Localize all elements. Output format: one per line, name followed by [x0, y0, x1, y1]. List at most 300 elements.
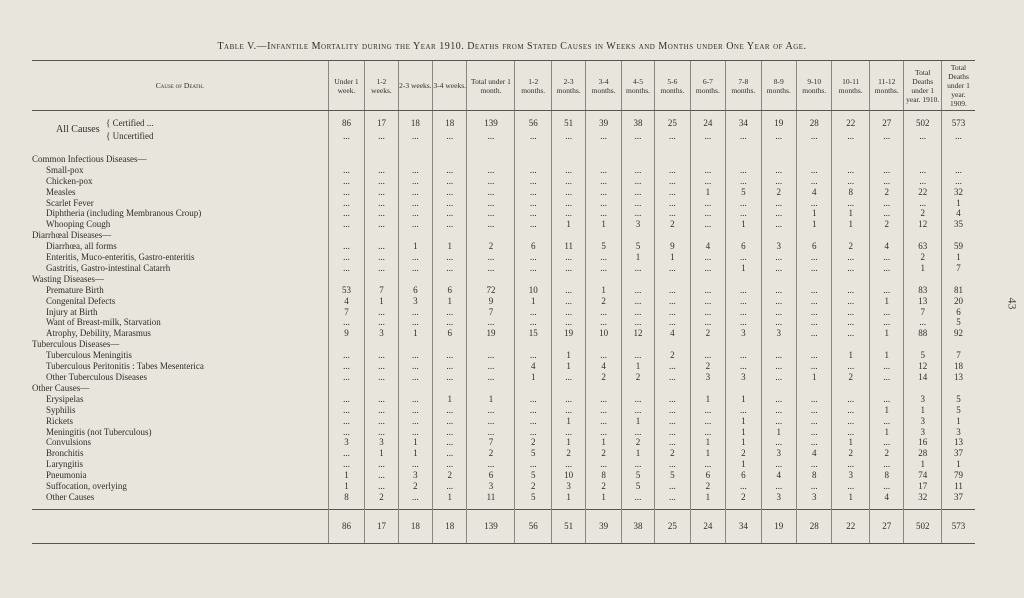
table-cell: ... — [726, 481, 761, 492]
table-row — [32, 350, 975, 361]
table-cell — [433, 143, 467, 154]
table-cell — [690, 143, 725, 154]
table-cell: 2 — [621, 372, 654, 383]
table-cell: ... — [832, 394, 870, 405]
table-cell: 6 — [797, 241, 832, 252]
table-cell: ... — [797, 198, 832, 209]
table-cell — [515, 143, 552, 154]
table-cell: 19 — [467, 328, 515, 339]
table-cell: 3 — [761, 492, 796, 503]
table-cell: ... — [621, 317, 654, 328]
table-cell: 2 — [870, 448, 904, 459]
table-cell: 1 — [398, 241, 432, 252]
table-cell — [551, 154, 585, 165]
table-cell: ... — [832, 416, 870, 427]
table-cell — [832, 154, 870, 165]
table-cell: ... — [398, 187, 432, 198]
table-cell: 6 — [398, 285, 432, 296]
header-col-11: 6-7 months. — [690, 61, 725, 111]
table-cell: ... — [761, 361, 796, 372]
total-cell: 18 — [433, 509, 467, 543]
table-cell: ... — [655, 187, 690, 198]
table-cell: ... — [761, 285, 796, 296]
table-cell: 32 — [904, 492, 942, 503]
table-cell: ... — [726, 361, 761, 372]
table-row — [32, 176, 975, 187]
table-cell: ... — [621, 350, 654, 361]
table-cell: ... — [467, 165, 515, 176]
table-cell — [941, 230, 975, 241]
table-cell: ... — [832, 427, 870, 438]
table-cell: 37 — [941, 448, 975, 459]
table-cell: 6 — [941, 307, 975, 318]
table-cell: ... — [398, 176, 432, 187]
table-cell: ... — [515, 416, 552, 427]
section-heading: Other Causes— — [32, 382, 90, 393]
table-cell: 18 — [433, 117, 467, 130]
table-cell: ... — [398, 372, 432, 383]
table-cell: ... — [398, 394, 432, 405]
table-cell: ... — [690, 263, 725, 274]
total-cell: 17 — [365, 509, 398, 543]
table-cell: ... — [515, 219, 552, 230]
table-cell: ... — [797, 263, 832, 274]
table-cell: ... — [621, 307, 654, 318]
table-cell: ... — [467, 427, 515, 438]
table-cell: 5 — [941, 405, 975, 416]
table-cell: ... — [551, 165, 585, 176]
table-cell: 1 — [870, 427, 904, 438]
table-cell: 2 — [904, 208, 942, 219]
table-cell: 59 — [941, 241, 975, 252]
table-cell: 9 — [328, 328, 365, 339]
table-cell: ... — [433, 187, 467, 198]
table-cell: ... — [761, 307, 796, 318]
table-cell: ... — [467, 130, 515, 143]
table-cell: ... — [904, 130, 942, 143]
table-cell: 1 — [621, 361, 654, 372]
table-cell: ... — [365, 176, 398, 187]
table-cell: ... — [433, 252, 467, 263]
table-cell: ... — [467, 350, 515, 361]
table-cell: ... — [467, 317, 515, 328]
table-cell: ... — [551, 405, 585, 416]
table-cell: ... — [797, 361, 832, 372]
table-cell: ... — [726, 317, 761, 328]
table-cell: 2 — [467, 448, 515, 459]
header-col-9: 4-5 months. — [621, 61, 654, 111]
table-cell: 2 — [621, 437, 654, 448]
table-cell: 7 — [365, 285, 398, 296]
table-cell: ... — [586, 416, 621, 427]
table-cell: ... — [832, 405, 870, 416]
table-cell: ... — [328, 252, 365, 263]
table-cell: 1 — [690, 437, 725, 448]
total-cell: 38 — [621, 509, 654, 543]
table-cell — [328, 154, 365, 165]
table-row — [32, 492, 975, 503]
table-cell: 7 — [941, 350, 975, 361]
table-cell — [328, 339, 365, 350]
table-cell: 13 — [904, 296, 942, 307]
table-cell: 3 — [621, 219, 654, 230]
table-cell: ... — [328, 448, 365, 459]
header-col-8: 3-4 months. — [586, 61, 621, 111]
table-cell: 1 — [655, 252, 690, 263]
table-cell: ... — [621, 394, 654, 405]
table-row — [32, 241, 975, 252]
table-cell: ... — [433, 263, 467, 274]
table-cell: 1 — [870, 296, 904, 307]
table-cell: ... — [690, 427, 725, 438]
table-cell: 2 — [726, 492, 761, 503]
table-cell: ... — [761, 372, 796, 383]
table-cell — [832, 230, 870, 241]
table-cell: ... — [726, 350, 761, 361]
table-cell: 1 — [690, 448, 725, 459]
table-cell: ... — [365, 198, 398, 209]
table-cell — [870, 383, 904, 394]
table-cell: ... — [726, 165, 761, 176]
table-cell — [365, 154, 398, 165]
table-row — [32, 263, 975, 274]
header-col-7: 2-3 months. — [551, 61, 585, 111]
table-cell — [941, 143, 975, 154]
table-cell: ... — [398, 427, 432, 438]
table-cell: 3 — [904, 416, 942, 427]
table-cell: ... — [398, 405, 432, 416]
table-row — [32, 165, 975, 176]
table-row — [32, 198, 975, 209]
table-cell — [870, 143, 904, 154]
table-cell: ... — [832, 307, 870, 318]
table-cell — [832, 383, 870, 394]
table-cell: ... — [761, 208, 796, 219]
table-cell: 2 — [690, 361, 725, 372]
table-cell: 2 — [655, 448, 690, 459]
table-row — [32, 130, 975, 143]
table-cell: 22 — [904, 187, 942, 198]
table-cell: 8 — [797, 470, 832, 481]
table-cell: ... — [621, 198, 654, 209]
table-cell: ... — [433, 427, 467, 438]
table-cell: ... — [797, 130, 832, 143]
table-cell — [398, 143, 432, 154]
table-cell: ... — [832, 285, 870, 296]
table-row — [32, 296, 975, 307]
table-cell: 5 — [726, 187, 761, 198]
table-cell — [586, 383, 621, 394]
table-cell: ... — [433, 219, 467, 230]
table-cell: 1 — [365, 296, 398, 307]
table-cell: ... — [515, 252, 552, 263]
table-cell: ... — [551, 307, 585, 318]
table-cell: ... — [398, 307, 432, 318]
table-cell: 37 — [941, 492, 975, 503]
table-cell: 1 — [797, 219, 832, 230]
table-cell: ... — [832, 296, 870, 307]
table-cell: 3 — [328, 437, 365, 448]
table-cell: 4 — [761, 470, 796, 481]
table-cell: ... — [515, 405, 552, 416]
table-cell — [398, 274, 432, 285]
table-cell: ... — [832, 252, 870, 263]
table-cell: 74 — [904, 470, 942, 481]
table-cell: 1 — [621, 252, 654, 263]
cause-label: Chicken-pox — [46, 175, 93, 186]
table-row — [32, 154, 975, 165]
table-cell: ... — [655, 285, 690, 296]
table-cell: ... — [398, 219, 432, 230]
table-cell: ... — [365, 165, 398, 176]
table-cell: ... — [365, 252, 398, 263]
cause-label: Other Tuberculous Diseases — [46, 372, 147, 383]
table-cell: ... — [433, 307, 467, 318]
table-cell: ... — [365, 459, 398, 470]
table-cell: ... — [586, 252, 621, 263]
table-cell: 1 — [726, 263, 761, 274]
table-cell: 19 — [761, 117, 796, 130]
table-cell: ... — [398, 459, 432, 470]
table-cell: ... — [551, 427, 585, 438]
table-cell — [655, 230, 690, 241]
table-cell: ... — [365, 394, 398, 405]
table-cell: 5 — [621, 481, 654, 492]
table-cell: ... — [365, 427, 398, 438]
table-cell: ... — [870, 459, 904, 470]
table-cell: 2 — [467, 241, 515, 252]
totals-row — [32, 509, 975, 543]
table-cell: ... — [797, 328, 832, 339]
table-cell: ... — [467, 416, 515, 427]
table-cell — [515, 230, 552, 241]
cause-label: Suffocation, overlying — [46, 481, 127, 492]
table-cell — [904, 230, 942, 241]
table-cell — [904, 154, 942, 165]
table-cell: ... — [655, 361, 690, 372]
table-cell: 51 — [551, 117, 585, 130]
table-cell: ... — [904, 176, 942, 187]
table-cell: 35 — [941, 219, 975, 230]
table-cell: ... — [797, 296, 832, 307]
table-cell: 5 — [941, 317, 975, 328]
table-cell: ... — [797, 416, 832, 427]
cause-label: Scarlet Fever — [46, 197, 94, 208]
table-cell: 10 — [515, 285, 552, 296]
table-cell: ... — [467, 361, 515, 372]
table-cell: 139 — [467, 117, 515, 130]
table-cell — [941, 154, 975, 165]
table-cell: ... — [551, 198, 585, 209]
table-cell: ... — [655, 394, 690, 405]
table-cell — [797, 383, 832, 394]
table-cell — [870, 154, 904, 165]
table-cell: ... — [621, 459, 654, 470]
cause-label: Measles — [46, 186, 76, 197]
table-cell: 3 — [761, 448, 796, 459]
table-cell: 2 — [726, 448, 761, 459]
table-cell: ... — [365, 130, 398, 143]
table-row — [32, 187, 975, 198]
table-cell: 1 — [586, 492, 621, 503]
table-cell: ... — [515, 394, 552, 405]
table-cell: 1 — [586, 437, 621, 448]
table-cell: ... — [621, 165, 654, 176]
table-cell — [761, 274, 796, 285]
table-row — [32, 208, 975, 219]
cause-label: Enteritis, Muco-enteritis, Gastro-enteritis — [46, 252, 195, 263]
table-cell: ... — [586, 427, 621, 438]
table-cell: ... — [586, 317, 621, 328]
table-row — [32, 427, 975, 438]
table-cell: 72 — [467, 285, 515, 296]
table-cell: 22 — [832, 117, 870, 130]
table-cell — [761, 230, 796, 241]
table-cell: 1 — [621, 416, 654, 427]
table-cell: ... — [761, 317, 796, 328]
table-row — [32, 143, 975, 154]
table-cell: ... — [761, 437, 796, 448]
table-cell: ... — [433, 481, 467, 492]
table-cell: ... — [690, 198, 725, 209]
table-cell — [726, 143, 761, 154]
page-number: 43 — [1005, 297, 1020, 310]
table-cell: 2 — [904, 252, 942, 263]
cause-label: { Uncertified — [106, 131, 154, 141]
table-cell: ... — [797, 165, 832, 176]
table-cell — [398, 230, 432, 241]
table-cell: 4 — [941, 208, 975, 219]
table-cell: ... — [515, 208, 552, 219]
table-cell — [761, 383, 796, 394]
table-cell: 5 — [655, 470, 690, 481]
table-cell: 1 — [515, 372, 552, 383]
table-cell: 56 — [515, 117, 552, 130]
table-cell: ... — [586, 208, 621, 219]
table-cell: ... — [655, 405, 690, 416]
table-cell: ... — [726, 285, 761, 296]
cause-label: Erysipelas — [46, 393, 84, 404]
table-cell: ... — [726, 208, 761, 219]
table-cell: ... — [515, 165, 552, 176]
table-cell: ... — [832, 165, 870, 176]
header-cause: Cause of Death. — [32, 61, 328, 111]
table-row — [32, 285, 975, 296]
table-cell: ... — [797, 427, 832, 438]
table-cell: ... — [586, 405, 621, 416]
table-cell: ... — [328, 394, 365, 405]
table-cell — [621, 274, 654, 285]
table-cell: 6 — [726, 470, 761, 481]
table-cell — [690, 230, 725, 241]
table-cell — [655, 339, 690, 350]
table-cell — [551, 143, 585, 154]
table-cell: 11 — [551, 241, 585, 252]
cause-label: Laryngitis — [46, 459, 83, 470]
table-title: Table V.—Infantile Mortality during the Year 1910. Deaths from Stated Causes in Weeks and Months under One Year of Age. — [217, 41, 807, 52]
table-cell: 11 — [467, 492, 515, 503]
table-cell: 10 — [586, 328, 621, 339]
table-cell: ... — [797, 317, 832, 328]
table-cell: ... — [726, 307, 761, 318]
table-cell: ... — [398, 252, 432, 263]
table-cell: ... — [515, 198, 552, 209]
table-cell: ... — [433, 176, 467, 187]
table-cell: 6 — [433, 328, 467, 339]
table-cell: ... — [870, 165, 904, 176]
table-cell — [433, 154, 467, 165]
table-cell: ... — [941, 130, 975, 143]
table-cell: ... — [690, 176, 725, 187]
table-cell: ... — [515, 130, 552, 143]
table-cell: ... — [328, 317, 365, 328]
header-col-6: 1-2 months. — [515, 61, 552, 111]
table-cell — [621, 154, 654, 165]
table-cell: 1 — [690, 187, 725, 198]
table-cell: ... — [398, 130, 432, 143]
table-cell: 4 — [870, 241, 904, 252]
table-cell: 1 — [690, 394, 725, 405]
header-col-18: Total Deaths under 1 year. 1909. — [941, 61, 975, 111]
table-cell: ... — [586, 307, 621, 318]
table-cell — [870, 274, 904, 285]
header-col-16: 11-12 months. — [870, 61, 904, 111]
table-cell: 4 — [328, 296, 365, 307]
table-cell: 19 — [551, 328, 585, 339]
header-col-12: 7-8 months. — [726, 61, 761, 111]
cause-label: Meningitis (not Tuberculous) — [46, 426, 152, 437]
table-cell: ... — [621, 130, 654, 143]
table-cell: ... — [797, 394, 832, 405]
table-cell: ... — [586, 176, 621, 187]
table-row — [32, 274, 975, 285]
table-cell — [551, 230, 585, 241]
table-row — [32, 394, 975, 405]
table-cell: ... — [365, 208, 398, 219]
table-cell: ... — [870, 481, 904, 492]
table-cell: ... — [832, 263, 870, 274]
table-cell: 1 — [586, 285, 621, 296]
table-cell: ... — [467, 405, 515, 416]
table-cell: 1 — [551, 350, 585, 361]
table-cell: 27 — [870, 117, 904, 130]
table-cell: ... — [761, 405, 796, 416]
table-cell — [655, 143, 690, 154]
table-cell: ... — [621, 405, 654, 416]
table-cell: ... — [551, 317, 585, 328]
table-cell: ... — [690, 130, 725, 143]
table-cell: ... — [655, 427, 690, 438]
table-cell: ... — [832, 481, 870, 492]
table-cell: ... — [328, 130, 365, 143]
table-cell: 1 — [726, 437, 761, 448]
table-cell: ... — [551, 176, 585, 187]
table-cell: ... — [551, 394, 585, 405]
header-col-15: 10-11 months. — [832, 61, 870, 111]
table-cell: ... — [586, 394, 621, 405]
table-cell: ... — [761, 198, 796, 209]
table-cell: ... — [870, 130, 904, 143]
section-heading: Tuberculous Diseases— — [32, 339, 120, 350]
table-cell: 7 — [467, 437, 515, 448]
table-cell: 1 — [551, 492, 585, 503]
table-cell: ... — [398, 350, 432, 361]
table-cell: 2 — [586, 296, 621, 307]
table-cell: ... — [832, 176, 870, 187]
table-cell: 4 — [586, 361, 621, 372]
table-cell — [515, 274, 552, 285]
table-cell: 2 — [870, 219, 904, 230]
